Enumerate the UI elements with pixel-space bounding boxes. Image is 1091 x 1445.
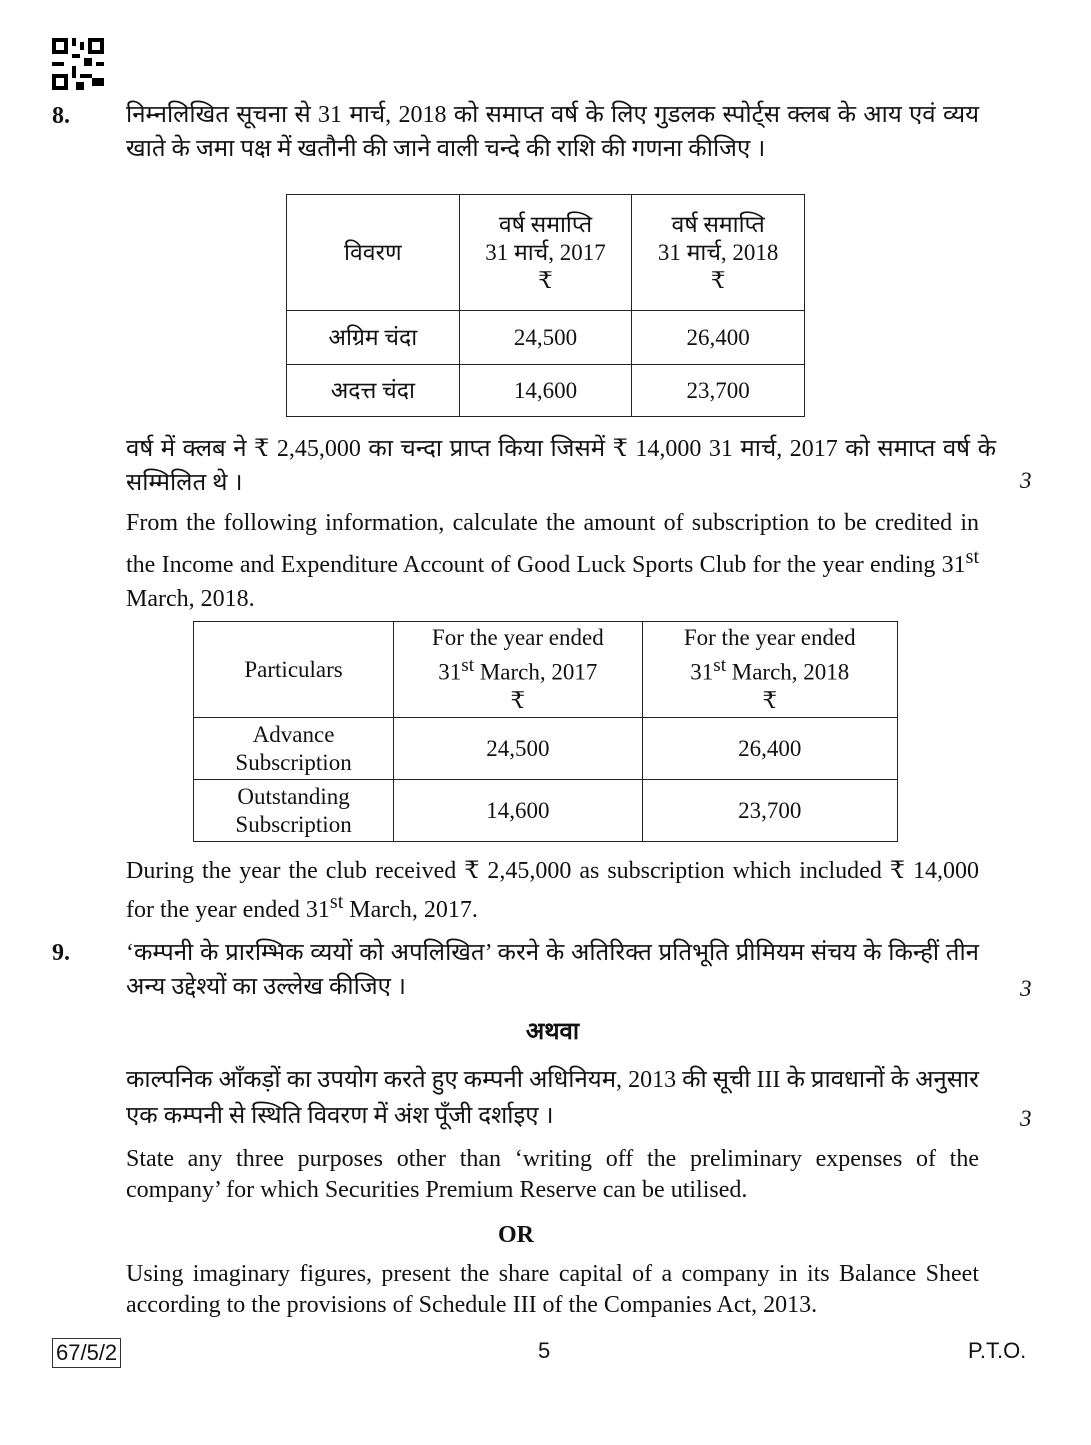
header-line: For the year ended xyxy=(683,625,856,651)
text-part: From the following information, calculate the amount of subscription to be credited in the Income and Expenditure Account of Good Luck Sports Club for the year ending 31 xyxy=(126,510,979,578)
marks: 3 xyxy=(1020,468,1032,493)
qr-code-icon xyxy=(52,38,104,90)
header-line: 31 मार्च, 2018 xyxy=(657,239,779,265)
marks: 3 xyxy=(1020,1106,1032,1131)
table-cell xyxy=(194,718,394,780)
table-cell: अदत्त चंदा xyxy=(287,365,460,417)
table-cell: 14,600 xyxy=(394,780,642,842)
alternative-text-hindi: काल्पनिक आँकड़ों का उपयोग करते हुए कम्पनी अधिनियम, 2013 की सूची III के प्रावधानों के अनुसार एक कम्पनी से स्थिति विवरण में अंश पूँजी दर्शाइए । xyxy=(126,1067,979,1129)
table-row xyxy=(194,780,898,842)
table-cell: 26,400 xyxy=(642,718,897,780)
english-note xyxy=(126,856,979,926)
header-line: वर्ष समाप्ति xyxy=(671,211,765,237)
hindi-data-table xyxy=(286,194,805,417)
cell-line: Advance xyxy=(252,721,335,747)
question-number: 8. xyxy=(52,103,70,129)
table-cell: 14,600 xyxy=(459,365,632,417)
marks: 3 xyxy=(1020,976,1032,1001)
superscript: st xyxy=(461,655,475,677)
text-part: March, 2018. xyxy=(126,586,255,612)
table-cell: 24,500 xyxy=(394,718,642,780)
text-part: 31 xyxy=(690,659,714,685)
header-line xyxy=(649,652,891,687)
question-number: 9. xyxy=(52,940,70,966)
or-heading-hindi: अथवा xyxy=(525,1019,580,1045)
question-text-english: State any three purposes other than ‘writing off the preliminary expenses of the company’ for which Securities Premium Reserve can be utilised. xyxy=(126,1146,979,1203)
header-line: ₹ xyxy=(762,687,778,713)
or-heading-english: OR xyxy=(498,1222,534,1248)
superscript: st xyxy=(329,891,344,913)
table-cell: 23,700 xyxy=(632,365,805,417)
text-part: During the year the club received ₹ 2,45,000 as subscription which included ₹ 14,000 for the year ended 31 xyxy=(126,858,979,923)
table-row xyxy=(287,311,805,365)
question-text-hindi: निम्नलिखित सूचना से 31 मार्च, 2018 को समाप्त वर्ष के लिए गुडलक स्पोर्ट्स क्लब के आय एवं व्यय खाते के जमा पक्ष में खतौनी की जाने वाली चन्दे की राशि की गणना कीजिए । xyxy=(126,102,979,162)
page-number: 5 xyxy=(538,1338,551,1363)
table-cell: अग्रिम चंदा xyxy=(287,311,460,365)
table-header xyxy=(459,195,632,311)
paper-code: 67/5/2 xyxy=(52,1338,121,1368)
table-cell xyxy=(194,780,394,842)
table-header: विवरण xyxy=(287,195,460,311)
header-line: 31 मार्च, 2017 xyxy=(485,239,606,265)
table-row xyxy=(194,718,898,780)
table-header xyxy=(632,195,805,311)
table-header: Particulars xyxy=(194,622,394,718)
table-cell: 26,400 xyxy=(632,311,805,365)
header-line: ₹ xyxy=(510,687,526,713)
alternative-text-english: Using imaginary figures, present the share capital of a company in its Balance Sheet according to the provisions of Schedule III of the Companies Act, 2013. xyxy=(126,1261,979,1318)
table-header xyxy=(394,622,642,718)
hindi-note: वर्ष में क्लब ने ₹ 2,45,000 का चन्दा प्राप्त किया जिसमें ₹ 14,000 31 मार्च, 2017 को समाप्त वर्ष के सम्मिलित थे । xyxy=(126,436,996,496)
cell-line: Subscription xyxy=(235,749,352,775)
text-part: March, 2017. xyxy=(343,897,478,923)
header-line: For the year ended xyxy=(431,625,604,651)
text-part: March, 2017 xyxy=(474,659,598,685)
cell-line: Outstanding xyxy=(237,783,350,809)
header-line xyxy=(400,652,635,687)
table-cell: 23,700 xyxy=(642,780,897,842)
question-text-english xyxy=(126,506,979,616)
table-header xyxy=(642,622,897,718)
table-cell: 24,500 xyxy=(459,311,632,365)
english-data-table xyxy=(193,621,898,842)
header-line: वर्ष समाप्ति xyxy=(498,211,593,237)
text-part: March, 2018 xyxy=(726,659,850,685)
question-text-hindi: ‘कम्पनी के प्रारम्भिक व्ययों को अपलिखित’ करने के अतिरिक्त प्रतिभूति प्रीमियम संचय के किन्हीं तीन अन्य उद्देश्यों का उल्लेख कीजिए । xyxy=(126,940,979,1000)
pto-label: P.T.O. xyxy=(968,1338,1027,1363)
superscript: st xyxy=(965,546,979,568)
header-line: ₹ xyxy=(538,267,553,293)
table-row xyxy=(287,365,805,417)
text-part: 31 xyxy=(438,659,462,685)
superscript: st xyxy=(713,655,727,677)
cell-line: Subscription xyxy=(235,811,352,837)
header-line: ₹ xyxy=(710,267,726,293)
